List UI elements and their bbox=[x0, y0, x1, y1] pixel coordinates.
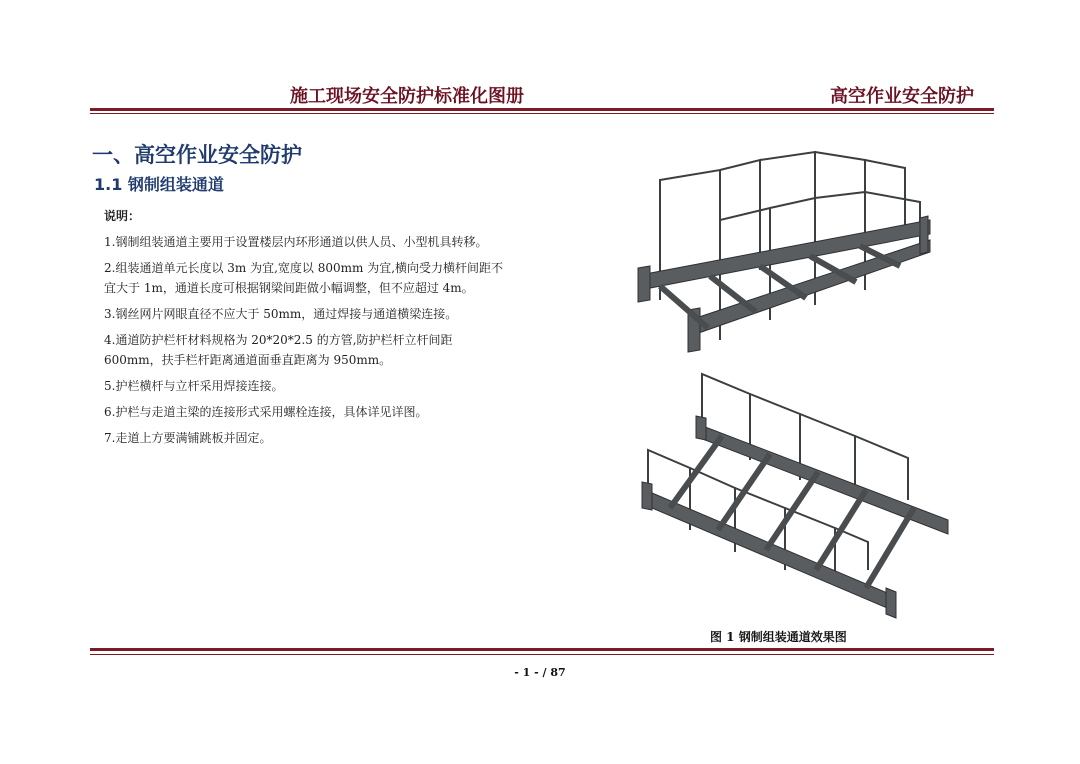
description-label: 说明： bbox=[104, 209, 141, 223]
description-item: 5.护栏横杆与立杆采用焊接连接。 bbox=[104, 379, 284, 393]
header-rule-thick bbox=[90, 108, 994, 111]
walkway-render-bottom bbox=[642, 374, 948, 618]
description-item: 1.钢制组装通道主要用于设置楼层内环形通道以供人员、小型机具转移。 bbox=[104, 235, 488, 249]
document-title: 施工现场安全防护标准化图册 bbox=[290, 86, 524, 107]
walkway-render-top bbox=[638, 152, 930, 352]
description-item: 3.钢丝网片网眼直径不应大于 50mm，通过焊接与通道横梁连接。 bbox=[104, 307, 458, 321]
description-item: 7.走道上方要满铺跳板并固定。 bbox=[104, 431, 272, 445]
footer-rule-thin bbox=[90, 654, 994, 655]
walkway-rendering-figure bbox=[630, 140, 950, 630]
section-title: 高空作业安全防护 bbox=[830, 86, 974, 107]
description-block bbox=[104, 206, 504, 454]
description-item: 2.组装通道单元长度以 3m 为宜,宽度以 800mm 为宜,横向受力横杆间距不宜大于 1m，通道长度可根据钢梁间距做小幅调整，但不应超过 4m。 bbox=[104, 261, 504, 295]
header-rule-thin bbox=[90, 113, 994, 114]
footer-rule-thick bbox=[90, 648, 994, 651]
description-item: 6.护栏与走道主梁的连接形式采用螺栓连接，具体详见详图。 bbox=[104, 405, 428, 419]
description-item: 4.通道防护栏杆材料规格为 20*20*2.5 的方管,防护栏杆立杆间距 600mm，扶手栏杆距离通道面垂直距离为 950mm。 bbox=[104, 333, 453, 367]
heading-level-1: 一、高空作业安全防护 bbox=[92, 143, 302, 167]
page-number: - 1 - / 87 bbox=[514, 666, 566, 679]
figure-caption: 图 1 钢制组装通道效果图 bbox=[710, 630, 847, 644]
heading-level-2: 1.1 钢制组装通道 bbox=[94, 175, 224, 194]
